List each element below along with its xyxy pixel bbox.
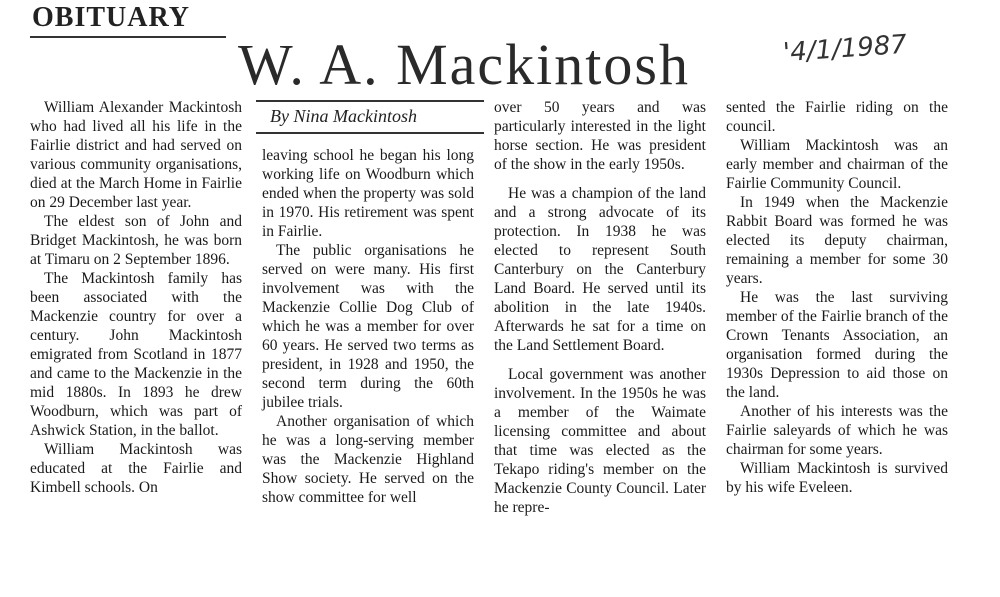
- column-1: [30, 98, 242, 497]
- paragraph: The public organisations he served on were many. His first involvement was with the Mackenzie Collie Dog Club of which he was a member for over 60 years. He served two terms as president, in 1928 and 1950, the second term during the 60th jubilee trials.: [262, 242, 474, 411]
- paragraph: William Mackintosh is survived by his wife Eveleen.: [726, 460, 948, 496]
- paragraph: Local government was another involvement. In the 1950s he was a member of the Waimate licensing committee and about that time was elected as the Tekapo riding's member on the Mackenzie County Council. Later he repre-: [494, 366, 706, 516]
- handwritten-date: '4/1/1987: [782, 29, 908, 69]
- column-4: [726, 98, 948, 497]
- paragraph: He was the last surviving member of the Fairlie branch of the Crown Tenants Association, an organisation formed during the 1930s Depression to aid those on the land.: [726, 289, 948, 401]
- paragraph: Another organisation of which he was a long-serving member was the Mackenzie Highland Show society. He served on the show committee for well: [262, 413, 474, 506]
- headline: W. A. Mackintosh: [238, 32, 690, 97]
- column-2: [262, 146, 474, 507]
- paragraph: The eldest son of John and Bridget Mackintosh, he was born at Timaru on 2 September 1896.: [30, 213, 242, 268]
- section-title: OBITUARY: [32, 2, 190, 33]
- paragraph: Another of his interests was the Fairlie saleyards of which he was chairman for some years.: [726, 403, 948, 458]
- paragraph: He was a champion of the land and a strong advocate of its protection. In 1938 he was elected to represent South Canterbury on the Canterbury Land Board. He served until its abolition in the late 1940s. Afterwards he sat for a time on the Land Settlement Board.: [494, 185, 706, 354]
- paragraph: leaving school he began his long working life on Woodburn which ended when the property was sold in 1970. His retirement was spent in Fairlie.: [262, 147, 474, 240]
- paragraph: William Mackintosh was educated at the Fairlie and Kimbell schools. On: [30, 441, 242, 496]
- paragraph: William Alexander Mackintosh who had lived all his life in the Fairlie district and had served on various community organisations, died at the March Home in Fairlie on 29 December last year.: [30, 99, 242, 211]
- column-3: [494, 98, 706, 517]
- paragraph: sented the Fairlie riding on the council.: [726, 99, 948, 135]
- paragraph: The Mackintosh family has been associated with the Mackenzie country for over a century. John Mackintosh emigrated from Scotland in 1877 and came to the Mackenzie in the mid 1880s. In 1893 he drew Woodburn, which was part of Ashwick Station, in the ballot.: [30, 270, 242, 439]
- paragraph: William Mackintosh was an early member and chairman of the Fairlie Community Council.: [726, 137, 948, 192]
- byline: By Nina Mackintosh: [270, 106, 417, 126]
- section-rule: [30, 36, 226, 38]
- paragraph: In 1949 when the Mackenzie Rabbit Board was formed he was elected its deputy chairman, remaining a member for some 30 years.: [726, 194, 948, 287]
- paragraph: over 50 years and was particularly interested in the light horse section. He was president of the show in the early 1950s.: [494, 99, 706, 173]
